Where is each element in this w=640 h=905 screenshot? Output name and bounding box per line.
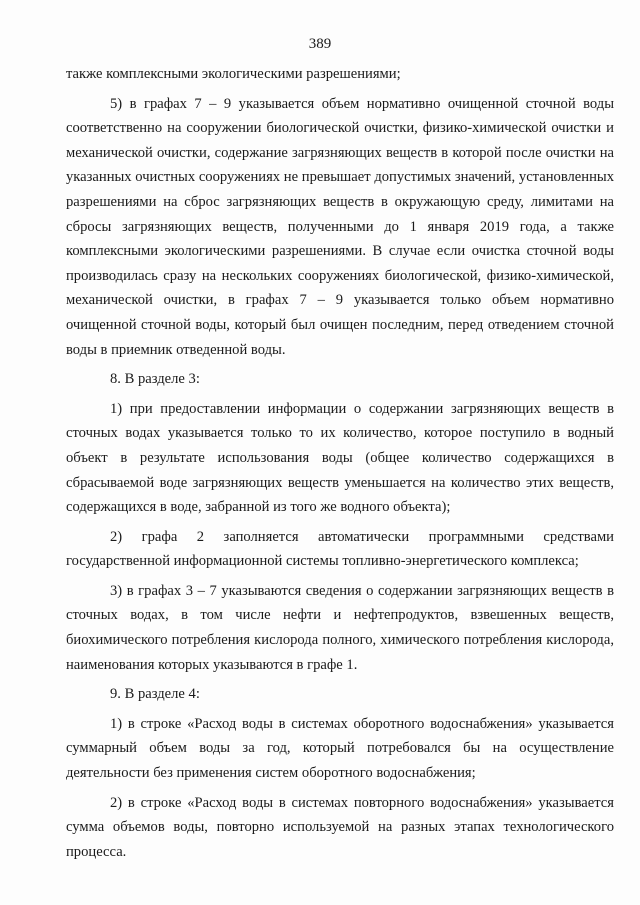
paragraph-item-5: 5) в графах 7 – 9 указывается объем нормативно очищенной сточной воды соответственно на сооружении биологической очистки, физико-химической очистки и механической очистки, содержание загрязняющих веществ в которой после очистки на указанных очистных сооружениях не превышает допустимых значений, установленных разрешениями на сброс загрязняющих веществ в окружающую среду, лимитами на сбросы загрязняющих веществ, полученными до 1 января 2019 года, а также комплексными экологическими разрешениями. В случае если очистка сточной воды производилась сразу на нескольких сооружениях биологической, физико-химической, механической очистки, в графах 7 – 9 указывается только объем нормативно очищенной сточной воды, который был очищен последним, перед отведением сточной воды в приемник отведенной воды.	[66, 95, 614, 358]
paragraph-section-8-item-1: 1) при предоставлении информации о содержании загрязняющих веществ в сточных водах указывается только то их количество, которое поступило в водный объект в результате использования воды (общее количество содержащихся в сбрасываемой воде загрязняющих веществ уменьшается на количество этих веществ, содержащихся в воде, забранной из того же водного объекта);	[66, 400, 614, 516]
paragraph-section-9-item-2: 2) в строке «Расход воды в системах повторного водоснабжения» указывается сумма объемов воды, повторно используемой на разных этапах технологического процесса.	[66, 794, 614, 860]
document-body	[66, 62, 614, 869]
paragraph-section-9-heading: 9. В разделе 4:	[110, 686, 200, 703]
paragraph-continuation: также комплексными экологическими разрешениями;	[66, 66, 401, 82]
paragraph-section-8-heading: 8. В разделе 3:	[110, 371, 200, 388]
paragraph-section-8-item-2: 2) графа 2 заполняется автоматически программными средствами государственной информационной системы топливно-энергетического комплекса;	[66, 528, 614, 570]
paragraph-section-9-item-1: 1) в строке «Расход воды в системах оборотного водоснабжения» указывается суммарный объем воды за год, который потребовался бы на осуществление деятельности без применения систем оборотного водоснабжения;	[66, 715, 614, 782]
paragraph-section-8-item-3: 3) в графах 3 – 7 указываются сведения о содержании загрязняющих веществ в сточных водах, в том числе нефти и нефтепродуктов, взвешенных веществ, биохимического потребления кислорода полного, химического потребления кислорода, наименования которых указываются в графе 1.	[66, 582, 614, 673]
page-number: 389	[308, 36, 332, 52]
